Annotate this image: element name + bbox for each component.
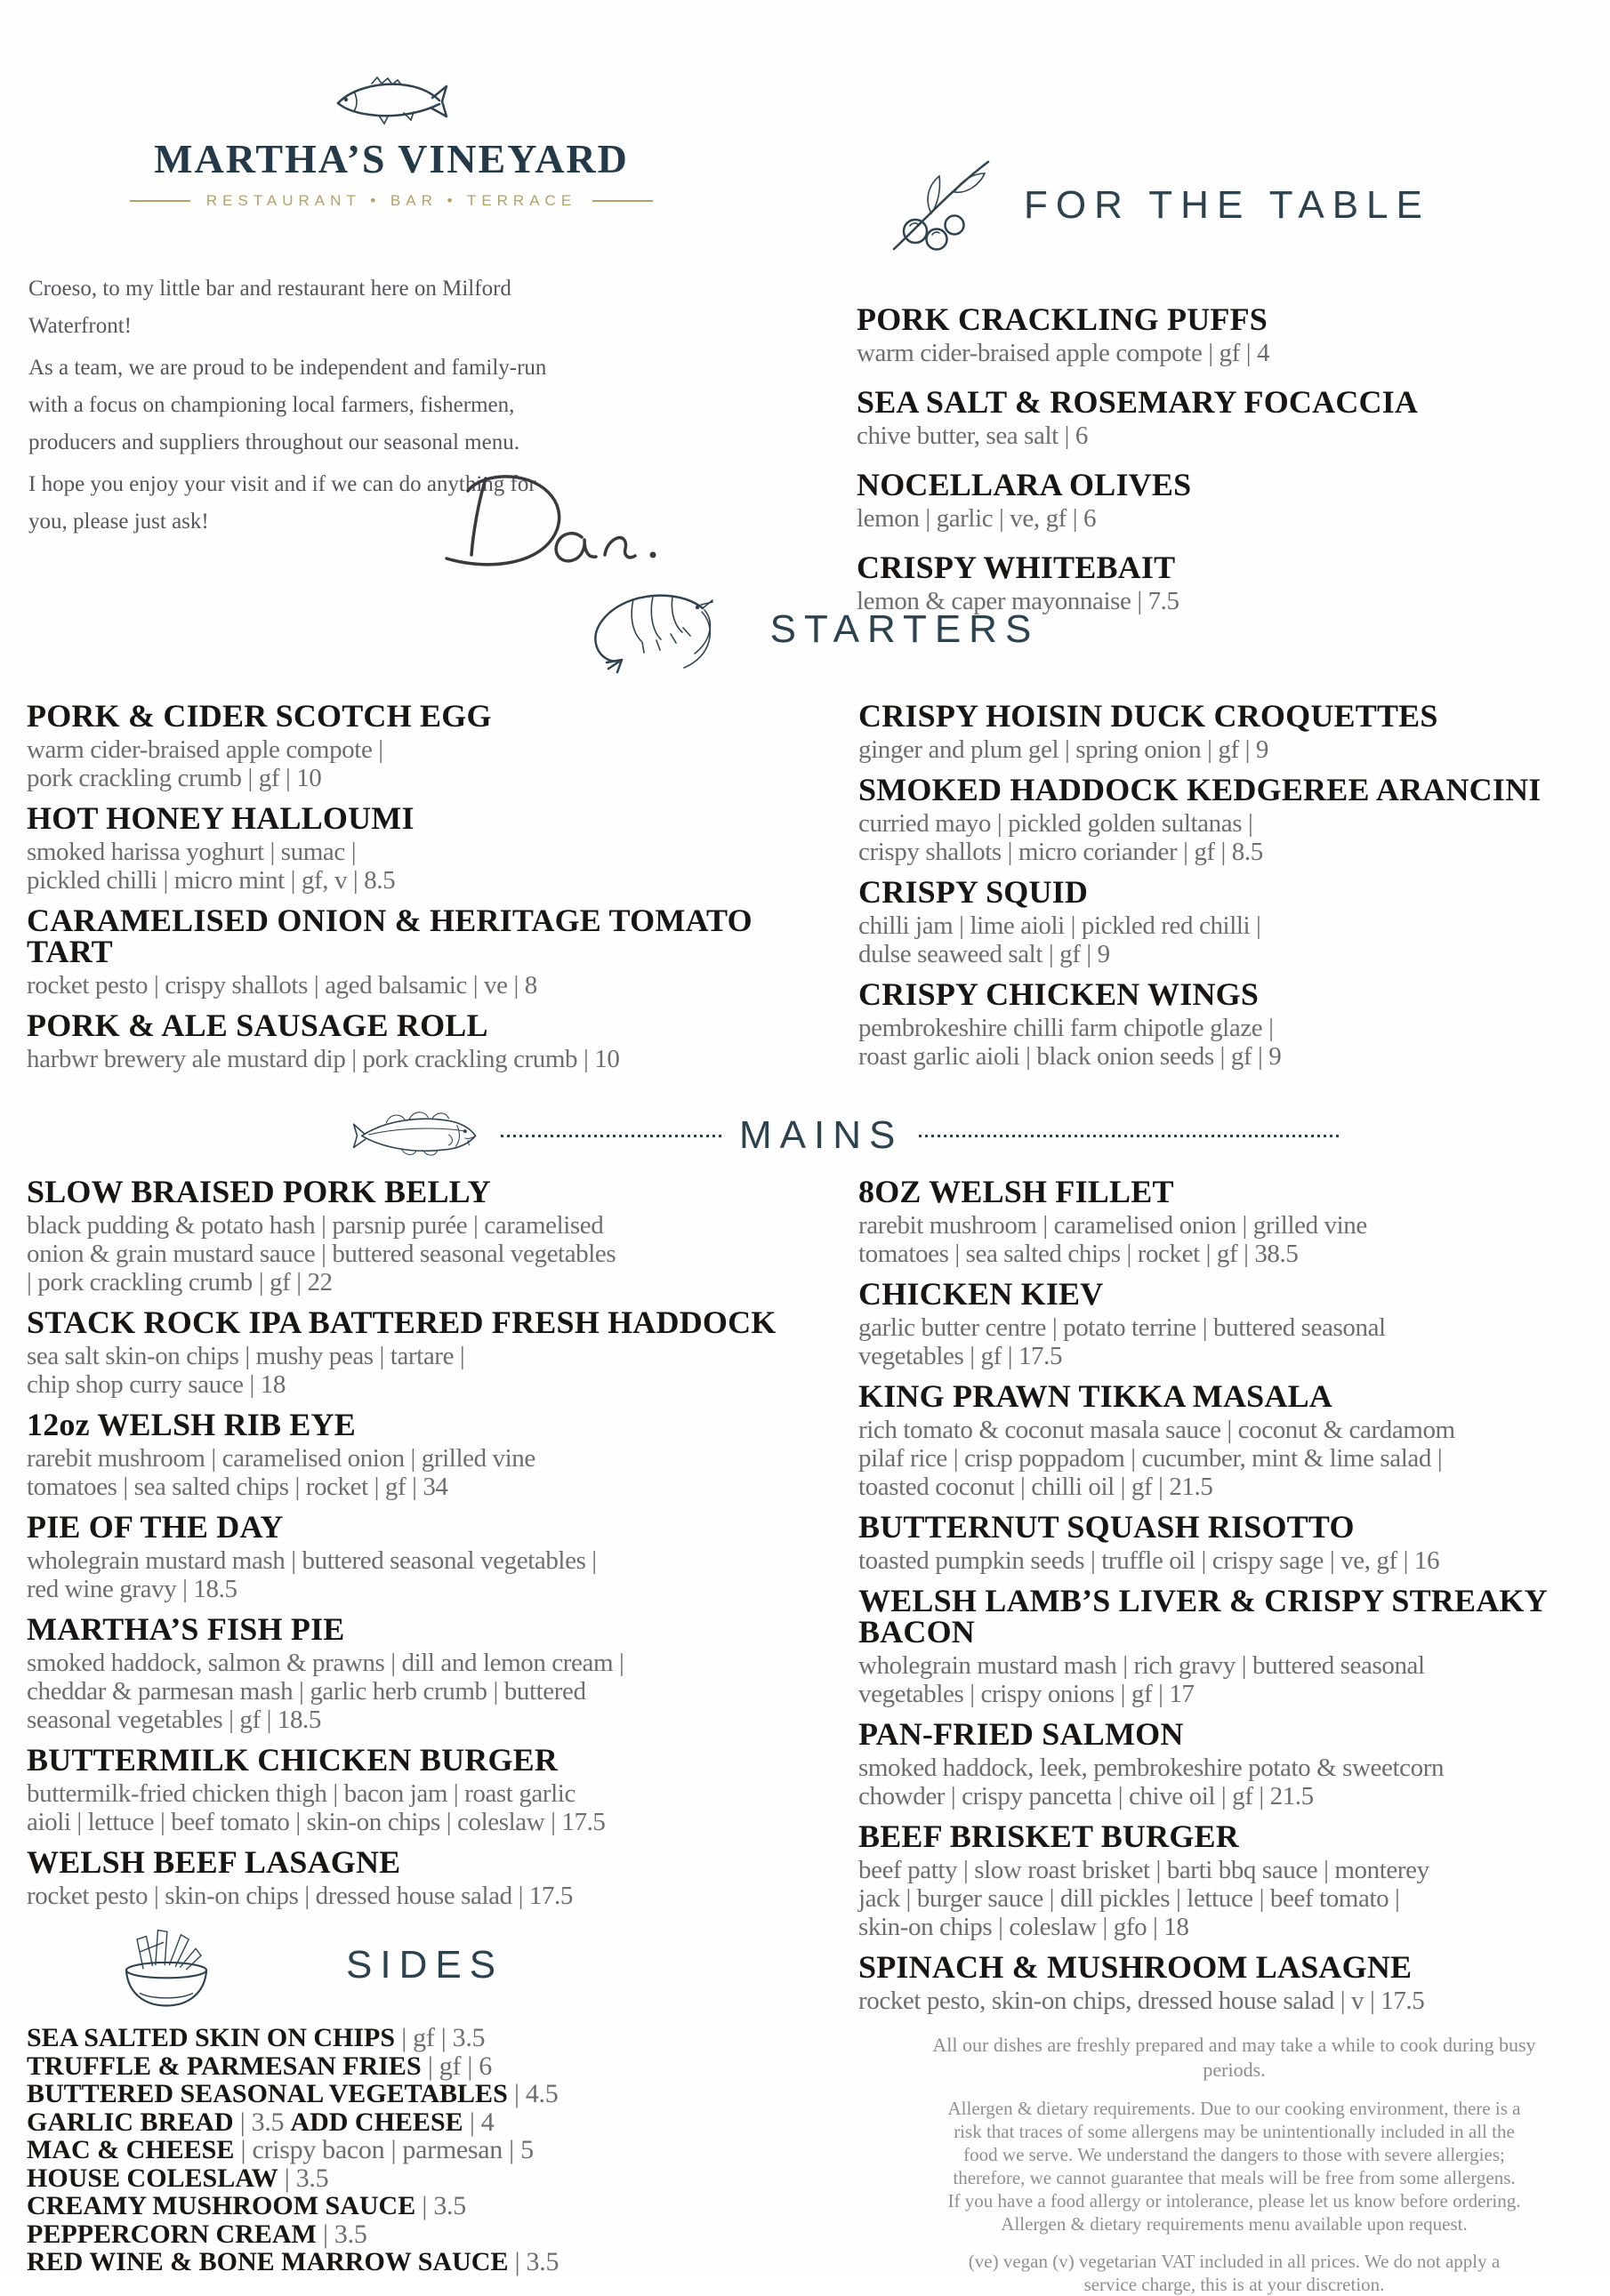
item-description: black pudding & potato hash | parsnip purée | caramelised onion & grain mustard sauce | buttered seasonal vegetables | pork crackling crumb | gf | 22 — [27, 1211, 616, 1297]
welcome-paragraph: As a team, we are proud to be independent and family-run with a focus on championing local farmers, fishermen, producers and suppliers throughout our seasonal menu. — [28, 356, 547, 454]
menu-item — [858, 1949, 1610, 2015]
side-item-name: TRUFFLE & PARMESAN FRIES — [27, 2051, 422, 2081]
item-name: PAN-FRIED SALMON — [858, 1716, 1184, 1752]
section-for-the-table — [857, 149, 1608, 635]
item-description: rocket pesto | skin-on chips | dressed house salad | 17.5 — [27, 1882, 573, 1910]
logo-subtitle-row — [27, 193, 756, 208]
item-name: HOT HONEY HALLOUMI — [27, 800, 415, 836]
item-description: curried mayo | pickled golden sultanas | crispy shallots | micro coriander | gf | 8.5 — [858, 809, 1263, 866]
item-description: beef patty | slow roast brisket | barti bbq sauce | monterey jack | burger sauce | dill pickles | lettuce | beef tomato | skin-on chips | coleslaw | gfo | 18 — [858, 1856, 1429, 1941]
section-sides — [27, 1921, 778, 2276]
menu-item — [27, 1409, 778, 1501]
side-item-name: ADD CHEESE — [290, 2107, 463, 2137]
menu-item — [858, 874, 1610, 968]
item-description: sea salt skin-on chips | mushy peas | tartare | chip shop curry sauce | 18 — [27, 1342, 465, 1399]
side-item-name: SEA SALTED SKIN ON CHIPS — [27, 2023, 396, 2052]
section-title-for-the-table: FOR THE TABLE — [1024, 183, 1430, 227]
starters-columns — [27, 698, 1610, 1084]
side-item — [27, 2080, 778, 2108]
item-description: smoked haddock, leek, pembrokeshire potato & sweetcorn chowder | crispy pancetta | chive oil | gf | 21.5 — [858, 1754, 1445, 1810]
item-description: rich tomato & coconut masala sauce | coconut & cardamom pilaf rice | crisp poppadom | cucumber, mint & lime salad | toasted coconut | chilli oil | gf | 21.5 — [858, 1416, 1455, 1501]
side-item-detail: | 3.5 — [316, 2219, 367, 2249]
menu-item — [27, 1307, 778, 1399]
side-item — [27, 2108, 778, 2137]
item-name: CRISPY SQUID — [858, 874, 1089, 910]
welcome-paragraph: Croeso, to my little bar and restaurant here on Milford Waterfront! — [28, 277, 511, 338]
side-item-name: MAC & CHEESE — [27, 2135, 235, 2164]
item-name: PORK CRACKLING PUFFS — [857, 301, 1268, 337]
menu-item — [858, 1583, 1610, 1708]
subtitle-rule-right — [592, 200, 653, 202]
item-name: PIE OF THE DAY — [27, 1509, 284, 1545]
item-name: SMOKED HADDOCK KEDGEREE ARANCINI — [858, 772, 1542, 807]
logo-fish-icon — [333, 76, 450, 128]
item-description: smoked haddock, salmon & prawns | dill and lemon cream | cheddar & parmesan mash | garlic herb crumb | buttered seasonal vegetables | gf | 18.5 — [27, 1649, 624, 1734]
item-description: smoked harissa yoghurt | sumac | pickled chilli | micro mint | gf, v | 8.5 — [27, 838, 396, 895]
footnotes — [858, 2033, 1610, 2296]
item-description: ginger and plum gel | spring onion | gf | 9 — [858, 735, 1268, 764]
section-starters-header — [0, 585, 1610, 674]
sides-list — [27, 2024, 778, 2276]
menu-item — [27, 698, 778, 792]
item-description: garlic butter centre | potato terrine | buttered seasonal vegetables | gf | 17.5 — [858, 1313, 1386, 1370]
restaurant-name: MARTHA’S VINEYARD — [154, 136, 629, 181]
side-item-name: GARLIC BREAD — [27, 2107, 234, 2137]
chip-bowl-icon — [120, 1921, 213, 2010]
notice-freshly-prepared: All our dishes are freshly prepared and may take a while to cook during busy periods. — [932, 2034, 1536, 2081]
side-item — [27, 2164, 778, 2193]
item-name: CARAMELISED ONION & HERITAGE TOMATO TART — [27, 903, 753, 969]
side-item-detail: | 3.5 — [508, 2247, 559, 2276]
logo-subtitle: RESTAURANT • BAR • TERRACE — [205, 192, 577, 209]
item-description: wholegrain mustard mash | buttered seasonal vegetables | red wine gravy | 18.5 — [27, 1546, 597, 1603]
item-name: WELSH LAMB’S LIVER & CRISPY STREAKY BACON — [858, 1583, 1547, 1650]
side-item-detail: | 4 — [463, 2107, 495, 2137]
item-name: 12oz WELSH RIB EYE — [27, 1407, 357, 1442]
item-description: pembrokeshire chilli farm chipotle glaze | roast garlic aioli | black onion seeds | gf | 9 — [858, 1014, 1282, 1071]
side-item — [27, 2248, 778, 2276]
mains-left-column — [27, 1176, 778, 2296]
item-name: WELSH BEEF LASAGNE — [27, 1844, 401, 1880]
for-the-table-items — [857, 301, 1608, 615]
restaurant-logo — [27, 76, 756, 208]
item-description: harbwr brewery ale mustard dip | pork crackling crumb | 10 — [27, 1045, 620, 1073]
side-item-name: HOUSE COLESLAW — [27, 2163, 278, 2193]
item-description: rocket pesto | crispy shallots | aged balsamic | ve | 8 — [27, 971, 537, 999]
starters-right-column — [858, 698, 1610, 1084]
section-title-sides: SIDES — [346, 1943, 504, 1987]
side-item-name: RED WINE & BONE MARROW SAUCE — [27, 2247, 509, 2276]
menu-item — [858, 1176, 1610, 1268]
mains-left-items — [27, 1176, 778, 1910]
menu-item — [857, 467, 1608, 533]
item-description: chive butter, sea salt | 6 — [857, 421, 1088, 450]
item-description: chilli jam | lime aioli | pickled red chilli | dulse seaweed salt | gf | 9 — [858, 911, 1261, 968]
side-item — [27, 2220, 778, 2249]
side-item — [27, 2024, 778, 2052]
side-item — [27, 2192, 778, 2220]
vat-service-note: (ve) vegan (v) vegetarian VAT included in all prices. We do not apply a service charge, this is at your discretion. — [968, 2251, 1501, 2295]
menu-item — [858, 698, 1610, 764]
item-description: wholegrain mustard mash | rich gravy | buttered seasonal vegetables | crispy onions | gf | 17 — [858, 1651, 1425, 1708]
item-description: warm cider-braised apple compote | pork crackling crumb | gf | 10 — [27, 735, 383, 792]
side-item-detail: | crispy bacon | parmesan | 5 — [234, 2135, 534, 2164]
menu-item — [27, 1742, 778, 1836]
menu-item — [27, 1010, 778, 1073]
item-description: warm cider-braised apple compote | gf | 4 — [857, 339, 1270, 367]
item-name: BUTTERMILK CHICKEN BURGER — [27, 1742, 559, 1778]
menu-item — [27, 905, 778, 999]
item-description: rarebit mushroom | caramelised onion | grilled vine tomatoes | sea salted chips | rocket | gf | 34 — [27, 1444, 535, 1501]
item-name: CRISPY WHITEBAIT — [857, 550, 1176, 585]
starters-left-column — [27, 698, 778, 1084]
subtitle-rule-left — [130, 200, 190, 202]
item-description: lemon & caper mayonnaise | 7.5 — [857, 587, 1179, 615]
menu-item — [858, 1378, 1610, 1501]
allergen-note: Allergen & dietary requirements. Due to our cooking environment, there is a risk that traces of some allergens may be unintentionally included in all the food we serve. We understand the dangers to those with severe allergies; therefore, we cannot guarantee that meals will be free from some allergens. If you have a food allergy or intolerance, please let us know before ordering. Allergen & dietary requirements menu available upon request. — [947, 2098, 1521, 2235]
for-the-table-header — [883, 149, 1608, 261]
menu-item — [27, 1509, 778, 1603]
item-name: PORK & CIDER SCOTCH EGG — [27, 698, 492, 734]
side-item-detail: | 3.5 — [278, 2163, 329, 2193]
item-name: STACK ROCK IPA BATTERED FRESH HADDOCK — [27, 1305, 777, 1340]
section-title-mains: MAINS — [739, 1113, 904, 1157]
item-name: BEEF BRISKET BURGER — [858, 1818, 1239, 1854]
dotted-rule-right — [919, 1135, 1339, 1137]
item-name: NOCELLARA OLIVES — [857, 467, 1192, 502]
mains-columns — [27, 1176, 1610, 2296]
olive-branch-icon — [883, 149, 1001, 261]
menu-item — [27, 1844, 778, 1910]
welcome-paragraph: I hope you enjoy your visit and if we can do anything for you, please just ask! — [28, 472, 536, 534]
item-name: CRISPY CHICKEN WINGS — [858, 976, 1260, 1012]
item-name: 8OZ WELSH FILLET — [858, 1174, 1174, 1209]
side-item-name: CREAMY MUSHROOM SAUCE — [27, 2191, 416, 2220]
menu-item — [857, 384, 1608, 450]
shrimp-icon — [571, 585, 713, 674]
item-name: SLOW BRAISED PORK BELLY — [27, 1174, 491, 1209]
item-description: rarebit mushroom | caramelised onion | grilled vine tomatoes | sea salted chips | rocket | gf | 38.5 — [858, 1211, 1367, 1268]
sides-header — [120, 1921, 778, 2010]
menu-item — [27, 1176, 778, 1297]
cod-fish-icon — [351, 1099, 485, 1172]
menu-item — [27, 800, 778, 895]
item-description: lemon | garlic | ve, gf | 6 — [857, 504, 1097, 533]
side-item-detail: | gf | 6 — [421, 2051, 492, 2081]
menu-item — [858, 1276, 1610, 1370]
mains-right-column — [858, 1176, 1610, 2296]
menu-item — [858, 1716, 1610, 1810]
menu-item — [857, 301, 1608, 367]
side-item-name: BUTTERED SEASONAL VEGETABLES — [27, 2079, 508, 2108]
signature-dan — [416, 462, 665, 582]
item-name: PORK & ALE SAUSAGE ROLL — [27, 1008, 488, 1043]
item-description: toasted pumpkin seeds | truffle oil | crispy sage | ve, gf | 16 — [858, 1546, 1440, 1575]
menu-item — [858, 1818, 1610, 1941]
item-description: rocket pesto, skin-on chips, dressed house salad | v | 17.5 — [858, 1987, 1425, 2015]
dotted-rule-left — [501, 1135, 723, 1137]
menu-item — [27, 1611, 778, 1734]
side-item-name: PEPPERCORN CREAM — [27, 2219, 317, 2249]
item-description: buttermilk-fried chicken thigh | bacon jam | roast garlic aioli | lettuce | beef tomato | skin-on chips | coleslaw | 17.5 — [27, 1779, 606, 1836]
item-name: CHICKEN KIEV — [858, 1276, 1104, 1312]
item-name: MARTHA’S FISH PIE — [27, 1611, 345, 1647]
item-name: KING PRAWN TIKKA MASALA — [858, 1378, 1332, 1414]
side-item — [27, 2136, 778, 2164]
item-name: CRISPY HOISIN DUCK CROQUETTES — [858, 698, 1438, 734]
menu-item — [858, 976, 1610, 1071]
menu-item — [858, 1509, 1610, 1575]
side-item-detail: | gf | 3.5 — [395, 2023, 486, 2052]
side-item-detail: | 3.5 — [233, 2107, 291, 2137]
section-mains-header — [351, 1099, 1339, 1172]
item-name: SPINACH & MUSHROOM LASAGNE — [858, 1949, 1413, 1985]
side-item-detail: | 4.5 — [507, 2079, 559, 2108]
item-name: SEA SALT & ROSEMARY FOCACCIA — [857, 384, 1419, 420]
item-name: BUTTERNUT SQUASH RISOTTO — [858, 1509, 1355, 1545]
menu-item — [858, 772, 1610, 866]
side-item-detail: | 3.5 — [415, 2191, 466, 2220]
side-item — [27, 2052, 778, 2081]
mains-right-items — [858, 1176, 1610, 2015]
section-title-starters: STARTERS — [769, 607, 1040, 651]
